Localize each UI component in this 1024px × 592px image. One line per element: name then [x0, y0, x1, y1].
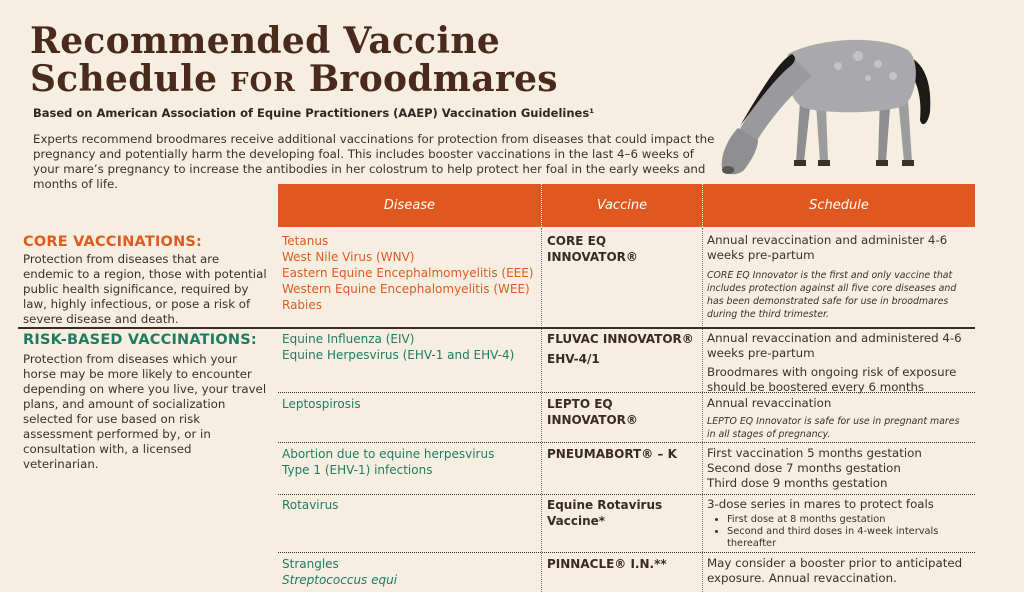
core-disease-list [282, 233, 537, 313]
column-separator [702, 228, 703, 592]
schedule-text: Annual revaccination and administer 4-6 weeks pre-partum [707, 233, 948, 262]
table-row-vaccine [547, 556, 699, 572]
list-item: • Second and third doses in 4-week intervals thereafter [727, 526, 969, 550]
list-item: • First dose at 8 months gestation [727, 514, 969, 526]
row-divider [278, 442, 975, 443]
table-row-schedule [707, 331, 969, 395]
vaccine-item: PINNACLE® I.N.** [547, 557, 667, 571]
table-row-disease [282, 396, 537, 412]
table-row-vaccine [547, 497, 667, 529]
disease-item: Western Equine Encephalomyelitis (WEE) [282, 282, 530, 296]
table-row-vaccine [547, 331, 699, 367]
table-row-schedule [707, 497, 969, 550]
table-row-vaccine [547, 446, 699, 462]
disease-item: West Nile Virus (WNV) [282, 250, 415, 264]
schedule-text: Third dose 9 months gestation [707, 476, 888, 490]
row-divider [278, 494, 975, 495]
section-divider [18, 327, 975, 329]
schedule-note: LEPTO EQ Innovator is safe for use in pregnant mares in all stages of pregnancy. [707, 416, 960, 440]
core-schedule [707, 233, 969, 321]
row-divider [278, 552, 975, 553]
schedule-text: First vaccination 5 months gestation [707, 446, 922, 460]
core-description: Protection from diseases that are endemic to a region, those with potential public health significance, required by law, highly infectious, or pose a risk of severe disease and death. [23, 252, 267, 326]
vaccine-item: PNEUMABORT® – K [547, 447, 677, 461]
vaccine-item: EHV-4/1 [547, 352, 600, 366]
schedule-bullets [707, 514, 969, 550]
header-schedule: Schedule [809, 198, 869, 213]
table-header [278, 184, 975, 227]
disease-item: Eastern Equine Encephalmomyelitis (EEE) [282, 266, 534, 280]
table-row-schedule [707, 556, 969, 586]
table-row-disease [282, 497, 537, 513]
header-vaccine: Vaccine [542, 184, 703, 227]
core-heading: CORE VACCINATIONS: [23, 234, 203, 250]
schedule-text: 3-dose series in mares to protect foals [707, 497, 934, 511]
disease-item: Strangles [282, 557, 339, 571]
schedule-text: Second dose 7 months gestation [707, 461, 901, 475]
vaccine-item: FLUVAC INNOVATOR® [547, 332, 694, 346]
risk-heading: RISK-BASED VACCINATIONS: [23, 332, 257, 348]
table-row-disease [282, 446, 512, 478]
table-row-vaccine [547, 396, 699, 428]
disease-item: Rabies [282, 298, 323, 312]
table-row-schedule [707, 446, 969, 491]
schedule-text: Broodmares with ongoing risk of exposure should be boostered every 6 months [707, 365, 957, 394]
header-disease: Disease [278, 184, 542, 227]
title-for: FOR [230, 68, 296, 98]
table-row-disease [282, 331, 537, 363]
disease-item: Rotavirus [282, 498, 339, 512]
grazing-horse-icon [708, 16, 948, 186]
risk-description: Protection from diseases which your horse may be more likely to encounter depending on where you live, your travel plans, and amount of socialization selected for use based on risk assessment performed by, or in consultation with, a licensed veterinarian. [23, 352, 267, 471]
disease-item: Equine Herpesvirus (EHV-1 and EHV-4) [282, 348, 515, 362]
page-title [30, 22, 558, 102]
disease-item: Equine Influenza (EIV) [282, 332, 415, 346]
intro-paragraph: Experts recommend broodmares receive additional vaccinations for protection from diseases that could impact the pregnancy and potentially harm the developing foal. This includes booster vaccinations in the last 4–6 weeks of your mare’s pregnancy to increase the antibodies in her colostrum to help protect her foal in the early weeks and months of life. [33, 132, 715, 191]
table-row-disease [282, 556, 537, 588]
disease-item: Abortion due to equine herpesvirus Type 1 (EHV-1) infections [282, 447, 495, 477]
disease-item: Streptococcus equi [282, 573, 398, 587]
title-line-2b: Broodmares [295, 58, 558, 100]
vaccine-item: Equine Rotavirus Vaccine* [547, 498, 663, 528]
schedule-text: Annual revaccination [707, 396, 832, 410]
page-subtitle: Based on American Association of Equine Practitioners (AAEP) Vaccination Guidelines¹ [33, 106, 595, 120]
disease-item: Tetanus [282, 234, 329, 248]
title-line-1: Recommended Vaccine [30, 20, 501, 62]
column-separator [541, 228, 542, 592]
schedule-text: Annual revaccination and administered 4-6 weeks pre-partum [707, 331, 962, 360]
schedule-text: May consider a booster prior to anticipated exposure. Annual revaccination. [707, 556, 963, 585]
vaccine-item: LEPTO EQ INNOVATOR® [547, 397, 638, 427]
schedule-note: CORE EQ Innovator is the first and only vaccine that includes protection against all five core diseases and has been demonstrated safe for use in broodmares during the third trimester. [707, 270, 957, 320]
disease-item: Leptospirosis [282, 397, 361, 411]
title-line-2a: Schedule [30, 58, 231, 100]
core-vaccine: CORE EQ INNOVATOR® [547, 234, 638, 264]
row-divider [278, 392, 975, 393]
table-row-schedule [707, 396, 969, 441]
